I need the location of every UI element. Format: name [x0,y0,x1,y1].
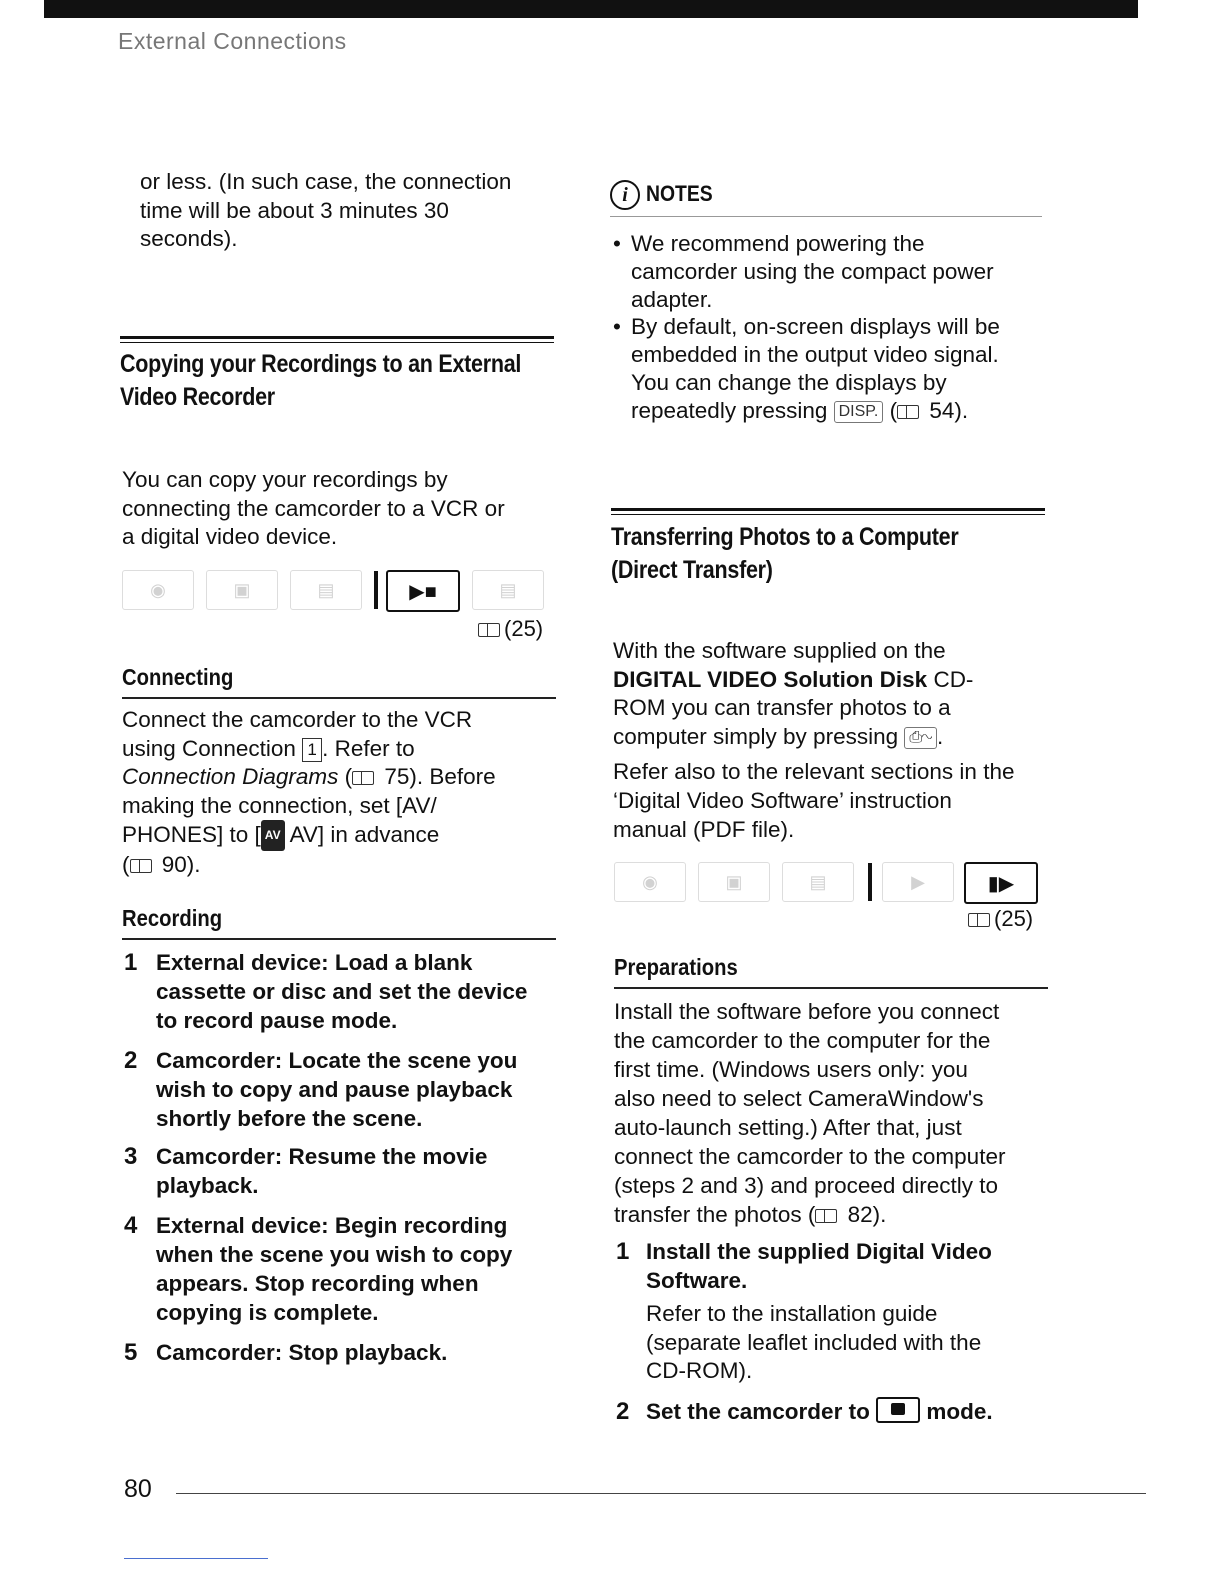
step-number: 1 [616,1238,630,1265]
step-line: playback. [156,1173,259,1198]
note-bullet-1 [613,230,1051,314]
bullet-line: embedded in the output video signal. [631,342,999,367]
photo-record-mode-icon: ▤ [782,862,854,902]
book-icon [968,913,990,927]
step-line: when the scene you wish to copy [156,1242,513,1267]
refer-paragraph [613,757,1053,844]
text-span: . Refer to [322,735,415,761]
section-rule [120,336,554,343]
text-span: PHONES] to [ [122,822,261,847]
mode-icons-row [614,862,1044,904]
step-line: to record pause mode. [156,1008,398,1033]
bullet-line: We recommend powering the [631,231,925,256]
step-number: 5 [124,1339,138,1366]
text-line: You can copy your recordings by [122,467,448,492]
text-span: computer simply by pressing [613,723,905,749]
text-line: time will be about 3 minutes 30 [140,197,449,223]
subheading-connecting: Connecting [122,664,234,690]
step-line: cassette or disc and set the device [156,979,528,1004]
text-line: a digital video device. [122,524,338,549]
title-line: (Direct Transfer) [611,556,773,584]
page-reference: (25) [478,616,543,642]
photo-playback-mode-icon: ▤ [472,570,544,610]
mode-separator [374,571,378,609]
transfer-intro-paragraph [613,637,1053,751]
step-1-detail [646,1300,1056,1386]
connection-number-box: 1 [302,738,322,762]
notes-heading [610,180,722,210]
step-line: Software. [646,1268,748,1293]
subheading-recording: Recording [122,905,223,931]
subheading-preparations: Preparations [614,954,738,980]
photo-record-mode-icon: ▤ [290,570,362,610]
book-icon [815,1209,837,1223]
continued-text [140,168,560,254]
book-icon [478,623,500,637]
connecting-paragraph [122,706,562,879]
italic-reference: Connection Diagrams [122,764,339,789]
reference-text: 25) [511,616,544,641]
step-line: Install the supplied Digital Video [646,1239,992,1264]
camera-movie-mode-icon: ◉ [122,570,194,610]
bullet-line: You can change the displays by [631,370,947,395]
text-line: Refer to the installation guide [646,1301,938,1326]
movie-record-mode-icon: ▣ [698,862,770,902]
step-number: 3 [124,1143,138,1170]
step-text: Set the camcorder to [646,1399,877,1424]
movie-record-mode-icon: ▣ [206,570,278,610]
disp-button-label: DISP. [834,401,884,423]
book-icon [352,771,374,785]
top-black-bar [44,0,1138,18]
movie-playback-mode-icon: ▶■ [386,570,460,612]
step-number: 2 [616,1398,630,1425]
title-line: Copying your Recordings to an External [120,350,522,378]
mode-separator [868,863,872,901]
step-line: Camcorder: Resume the movie [156,1144,488,1169]
bullet-line: By default, on-screen displays will be [631,314,1000,339]
bullet-dot: • [613,231,621,256]
text-line: first time. (Windows users only: you [614,1057,968,1082]
text-line: Refer also to the relevant sections in the [613,759,1015,784]
step-line: External device: Load a blank [156,950,473,975]
text-line: Connection Diagrams ( 75). Before [122,764,496,789]
subheading-rule [122,697,556,699]
bullet-line: camcorder using the compact power [631,259,994,284]
step-line: copying is complete. [156,1300,379,1325]
running-header: External Connections [118,28,347,54]
text-line [613,666,1053,695]
text-span: using Connection [122,735,303,761]
text-line: seconds). [140,226,238,251]
subheading-rule [122,938,556,940]
note-bullet-2 [613,313,1051,425]
text-line: Connect the camcorder to the VCR [122,707,473,732]
text-line: auto-launch setting.) After that, just [614,1115,962,1140]
photo-playback-mode-icon [876,1397,920,1423]
title-line: Video Recorder [120,383,275,411]
bullet-dot: • [613,314,621,339]
text-line: ROM you can transfer photos to a [613,695,951,720]
step-number: 1 [124,949,138,976]
text-line [122,735,562,764]
bold-text: DIGITAL VIDEO Solution Disk [613,666,928,692]
text-span: 54). [923,398,969,423]
text-line: (separate leaflet included with the [646,1329,982,1355]
reference-text: 25) [1001,906,1034,931]
step-line: wish to copy and pause playback [156,1077,513,1102]
text-span: 82). [841,1202,887,1227]
text-line: manual (PDF file). [613,817,795,842]
step-number: 2 [124,1047,138,1074]
text-span: 75). Before [378,764,496,789]
text-line: the camcorder to the computer for the [614,1028,991,1053]
text-line: or less. (In such case, the connection [140,169,512,194]
step-line: External device: Begin recording [156,1213,508,1238]
text-line: ( 90). [122,851,201,877]
text-line: Install the software before you connect [614,999,1000,1024]
notes-rule [610,216,1042,217]
camera-movie-mode-icon: ◉ [614,862,686,902]
bullet-line: adapter. [631,287,713,312]
text-span: CD- [927,666,974,692]
step-line: Camcorder: Stop playback. [156,1340,448,1365]
text-line: CD-ROM). [646,1358,753,1383]
section-rule [611,508,1045,515]
preparations-paragraph [614,997,1054,1229]
movie-playback-mode-icon: ▶ [882,862,954,902]
info-icon: i [610,180,640,210]
title-line: Transferring Photos to a Computer [611,523,959,551]
step-line: shortly before the scene. [156,1106,423,1131]
text-line [122,820,562,851]
text-line: With the software supplied on the [613,638,946,663]
bullet-line: repeatedly pressing DISP. ( 54). [631,398,969,423]
text-span: repeatedly pressing [631,398,834,423]
footer-accent-line [124,1558,268,1559]
text-line: also need to select CameraWindow's [614,1086,984,1111]
subheading-rule [614,987,1048,989]
section-title-copying [120,348,550,414]
text-line: making the connection, set [AV/ [122,792,437,818]
step-text: mode. [920,1399,993,1424]
text-line: ‘Digital Video Software’ instruction [613,788,952,813]
print-share-button-label: ⎙∿ [904,727,937,749]
text-span: . [936,723,944,749]
text-line: connect the camcorder to the computer [614,1144,1006,1169]
text-line [613,723,1053,752]
section-title-transferring [611,521,1041,587]
step-line: Camcorder: Locate the scene you [156,1048,518,1073]
av-badge-icon: AV [261,820,285,851]
mode-icons-row [122,570,552,612]
text-line: (steps 2 and 3) and proceed directly to [614,1173,998,1198]
footer-rule [176,1493,1146,1494]
text-line [614,1200,1054,1229]
text-span: AV] in advance [284,822,440,847]
page-reference: (25) [968,906,1033,932]
intro-paragraph [122,466,562,552]
page-number: 80 [124,1475,152,1503]
text-span: transfer the photos ( [614,1202,816,1227]
photo-playback-mode-icon: ▮▶ [964,862,1038,904]
text-line: connecting the camcorder to a VCR or [122,495,505,521]
book-icon [130,859,152,873]
book-icon [897,405,919,419]
step-line: appears. Stop recording when [156,1271,479,1296]
text-span: 90). [155,851,201,877]
notes-title: NOTES [646,181,713,206]
step-number: 4 [124,1212,138,1239]
